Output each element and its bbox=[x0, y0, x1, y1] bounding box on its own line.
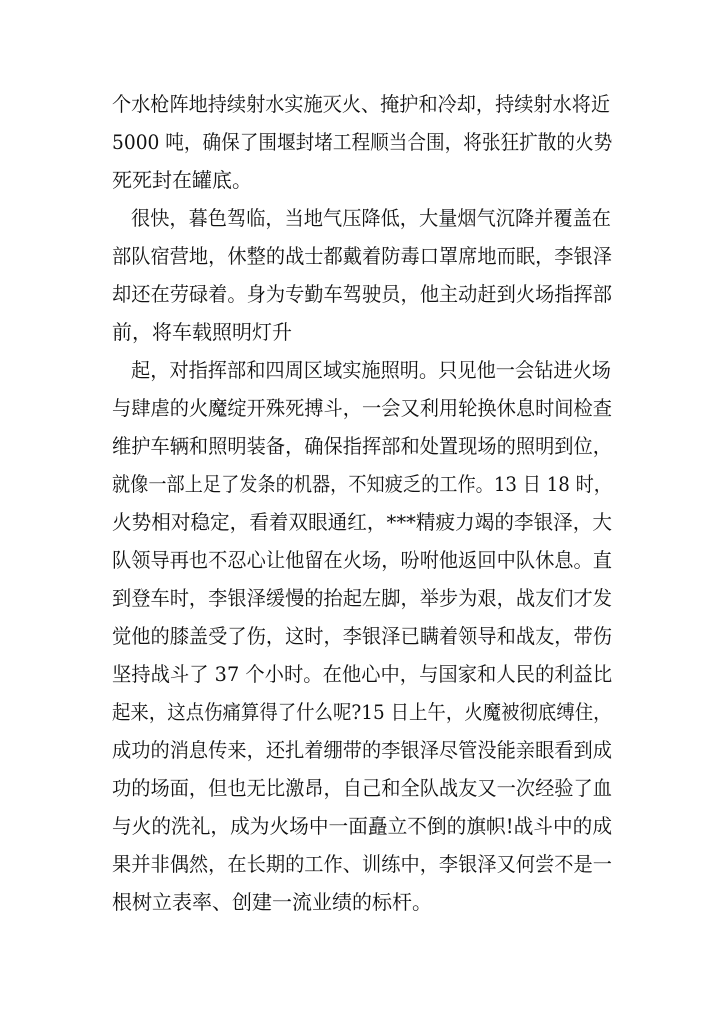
text-line bbox=[0, 277, 720, 311]
text-line-content: 5000 吨，确保了围堰封堵工程顺当合围，将张狂扩散的火势 bbox=[112, 130, 613, 154]
text-line-content: 前，将车载照明灯升 bbox=[112, 320, 292, 344]
text-line-content: 到登车时，李银泽缓慢的抬起左脚，举步为艰，战友们才发 bbox=[112, 586, 612, 610]
text-line bbox=[0, 239, 720, 273]
text-line-content: 却还在劳碌着。身为专勤车驾驶员，他主动赶到火场指挥部 bbox=[112, 282, 612, 306]
text-line-content: 觉他的膝盖受了伤，这时，李银泽已瞒着领导和战友，带伤 bbox=[112, 624, 612, 648]
text-line bbox=[0, 163, 720, 197]
text-line-content: 起来，这点伤痛算得了什么呢?15 日上午，火魔被彻底缚住， bbox=[112, 700, 612, 724]
text-line-content: 根树立表率、创建一流业绩的标杆。 bbox=[112, 890, 432, 914]
text-line bbox=[0, 391, 720, 425]
text-line bbox=[0, 619, 720, 653]
text-line-content: 起，对指挥部和四周区域实施照明。只见他一会钻进火场 bbox=[131, 358, 611, 382]
text-line bbox=[0, 771, 720, 805]
text-line-content: 与火的洗礼，成为火场中一面矗立不倒的旗帜!战斗中的成 bbox=[112, 814, 613, 838]
text-line-content: 部队宿营地，休整的战士都戴着防毒口罩席地而眠，李银泽 bbox=[112, 244, 612, 268]
text-line bbox=[0, 847, 720, 881]
text-line-content: 维护车辆和照明装备，确保指挥部和处置现场的照明到位， bbox=[112, 434, 612, 458]
text-line-content: 火势相对稳定，看着双眼通红，***精疲力竭的李银泽，大 bbox=[112, 510, 612, 534]
text-line bbox=[0, 429, 720, 463]
text-line-content: 很快，暮色驾临，当地气压降低，大量烟气沉降并覆盖在 bbox=[131, 206, 611, 230]
text-line bbox=[0, 657, 720, 691]
text-line-content: 坚持战斗了 37 个小时。在他心中，与国家和人民的利益比 bbox=[112, 662, 613, 686]
text-line-content: 个水枪阵地持续射水实施灭火、掩护和冷却，持续射水将近 bbox=[112, 92, 610, 116]
text-line-content: 与肆虐的火魔绽开殊死搏斗，一会又利用轮换休息时间检查 bbox=[112, 396, 612, 420]
text-line-content: 成功的消息传来，还扎着绷带的李银泽尽管没能亲眼看到成 bbox=[112, 738, 612, 762]
text-line-content: 功的场面，但也无比激昂，自己和全队战友又一次经验了血 bbox=[112, 776, 612, 800]
text-line bbox=[0, 543, 720, 577]
text-line-content: 果并非偶然，在长期的工作、训练中，李银泽又何尝不是一 bbox=[112, 852, 612, 876]
text-line bbox=[0, 733, 720, 767]
text-line bbox=[0, 695, 720, 729]
text-line bbox=[0, 809, 720, 843]
text-line bbox=[0, 885, 720, 919]
text-line bbox=[0, 467, 720, 501]
text-line bbox=[0, 87, 720, 121]
text-line bbox=[0, 201, 720, 235]
text-line-content: 队领导再也不忍心让他留在火场，吩咐他返回中队休息。直 bbox=[112, 548, 612, 572]
text-line bbox=[0, 315, 720, 349]
text-line bbox=[0, 581, 720, 615]
text-line bbox=[0, 125, 720, 159]
text-line-content: 就像一部上足了发条的机器，不知疲乏的工作。13 日 18 时， bbox=[112, 472, 612, 496]
text-line-content: 死死封在罐底。 bbox=[112, 168, 252, 192]
text-line bbox=[0, 353, 720, 387]
text-line bbox=[0, 505, 720, 539]
